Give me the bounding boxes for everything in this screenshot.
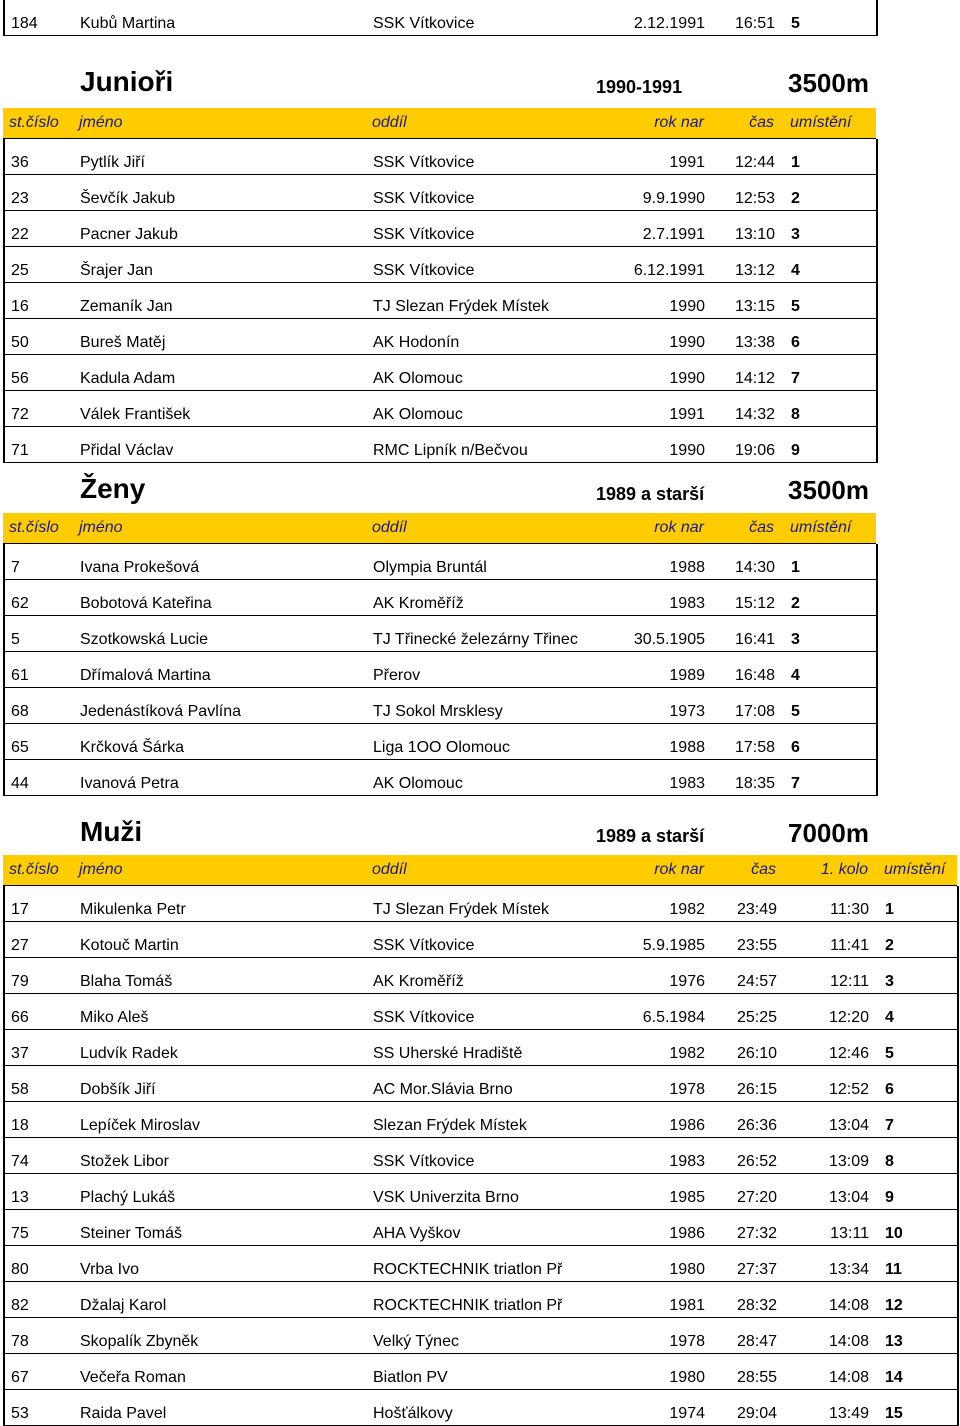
time: 25:25 — [715, 994, 787, 1030]
start-number: 65 — [4, 724, 74, 760]
place: 3 — [785, 211, 877, 247]
club: AK Hodonín — [367, 319, 587, 355]
club: Hošťálkovy — [367, 1390, 587, 1426]
club: SSK Vítkovice — [367, 0, 587, 36]
birth-year: 1990 — [587, 427, 715, 463]
birth-year: 1982 — [587, 886, 715, 922]
top-partial-row-block — [3, 0, 878, 36]
runner-name: Kadula Adam — [74, 355, 367, 391]
section-years-juniors: 1990-1991 — [596, 77, 683, 97]
place: 5 — [785, 688, 877, 724]
header-place: umístění — [878, 855, 957, 886]
runner-name: Raida Pavel — [74, 1390, 367, 1426]
header-name: jméno — [73, 855, 366, 886]
table-row — [4, 1318, 958, 1354]
birth-year: 1991 — [587, 391, 715, 427]
round1-time: 13:04 — [787, 1174, 879, 1210]
time: 27:37 — [715, 1246, 787, 1282]
start-number: 23 — [4, 175, 74, 211]
section-distance-men: 7000m — [788, 818, 869, 848]
club: ROCKTECHNIK triatlon Př — [367, 1246, 587, 1282]
birth-year: 1985 — [587, 1174, 715, 1210]
start-number: 25 — [4, 247, 74, 283]
table-row — [4, 283, 877, 319]
place: 14 — [879, 1354, 958, 1390]
place: 2 — [785, 580, 877, 616]
table-row — [4, 616, 877, 652]
club: SSK Vítkovice — [367, 139, 587, 175]
club: AK Kroměříž — [367, 580, 587, 616]
time: 26:52 — [715, 1138, 787, 1174]
juniors-table — [3, 108, 876, 139]
round1-time: 13:09 — [787, 1138, 879, 1174]
runner-name: Ševčík Jakub — [74, 175, 367, 211]
round1-time: 14:08 — [787, 1282, 879, 1318]
time: 13:15 — [715, 283, 785, 319]
club: RMC Lipník n/Bečvou — [367, 427, 587, 463]
club: AK Olomouc — [367, 391, 587, 427]
place: 6 — [879, 1066, 958, 1102]
club: AK Kroměříž — [367, 958, 587, 994]
women-table-block — [3, 513, 878, 796]
runner-name: Přidal Václav — [74, 427, 367, 463]
birth-year: 1981 — [587, 1282, 715, 1318]
men-table-block — [3, 855, 959, 1426]
header-st: st.číslo — [3, 855, 73, 886]
table-row — [4, 724, 877, 760]
start-number: 78 — [4, 1318, 74, 1354]
birth-year: 1991 — [587, 139, 715, 175]
header-place: umístění — [784, 513, 876, 544]
section-title-women: Ženy — [80, 473, 146, 504]
header-st: st.číslo — [3, 108, 73, 139]
start-number: 68 — [4, 688, 74, 724]
start-number: 44 — [4, 760, 74, 796]
club: SSK Vítkovice — [367, 211, 587, 247]
time: 12:53 — [715, 175, 785, 211]
table-row — [4, 247, 877, 283]
header-st: st.číslo — [3, 513, 73, 544]
table-row — [4, 994, 958, 1030]
start-number: 72 — [4, 391, 74, 427]
place: 5 — [879, 1030, 958, 1066]
start-number: 27 — [4, 922, 74, 958]
club: SSK Vítkovice — [367, 994, 587, 1030]
round1-time: 12:46 — [787, 1030, 879, 1066]
club: Liga 1OO Olomouc — [367, 724, 587, 760]
start-number: 56 — [4, 355, 74, 391]
table-row — [4, 1354, 958, 1390]
runner-name: Kubů Martina — [74, 0, 367, 36]
time: 13:12 — [715, 247, 785, 283]
runner-name: Skopalík Zbyněk — [74, 1318, 367, 1354]
start-number: 75 — [4, 1210, 74, 1246]
round1-time: 13:11 — [787, 1210, 879, 1246]
runner-name: Lepíček Miroslav — [74, 1102, 367, 1138]
birth-year: 6.5.1984 — [587, 994, 715, 1030]
round1-time: 12:11 — [787, 958, 879, 994]
table-row — [4, 1174, 958, 1210]
header-row — [3, 855, 957, 886]
time: 27:20 — [715, 1174, 787, 1210]
place: 8 — [785, 391, 877, 427]
club: Slezan Frýdek Místek — [367, 1102, 587, 1138]
runner-name: Pytlík Jiří — [74, 139, 367, 175]
birth-year: 1980 — [587, 1246, 715, 1282]
table-row — [4, 1138, 958, 1174]
women-table — [3, 513, 876, 544]
club: SSK Vítkovice — [367, 247, 587, 283]
club: Olympia Bruntál — [367, 544, 587, 580]
runner-name: Plachý Lukáš — [74, 1174, 367, 1210]
header-year: rok nar — [586, 513, 714, 544]
time: 16:41 — [715, 616, 785, 652]
club: TJ Slezan Frýdek Místek — [367, 283, 587, 319]
club: TJ Slezan Frýdek Místek — [367, 886, 587, 922]
runner-name: Bobotová Kateřina — [74, 580, 367, 616]
birth-year: 1990 — [587, 283, 715, 319]
start-number: 82 — [4, 1282, 74, 1318]
time: 16:48 — [715, 652, 785, 688]
place: 7 — [785, 355, 877, 391]
runner-name: Válek František — [74, 391, 367, 427]
birth-year: 2.7.1991 — [587, 211, 715, 247]
time: 19:06 — [715, 427, 785, 463]
club: AK Olomouc — [367, 355, 587, 391]
place: 5 — [785, 0, 877, 36]
round1-time: 12:52 — [787, 1066, 879, 1102]
header-year: rok nar — [586, 108, 714, 139]
runner-name: Krčková Šárka — [74, 724, 367, 760]
time: 18:35 — [715, 760, 785, 796]
club: ROCKTECHNIK triatlon Př — [367, 1282, 587, 1318]
start-number: 5 — [4, 616, 74, 652]
birth-year: 9.9.1990 — [587, 175, 715, 211]
start-number: 18 — [4, 1102, 74, 1138]
table-row — [4, 1102, 958, 1138]
runner-name: Szotkowská Lucie — [74, 616, 367, 652]
time: 24:57 — [715, 958, 787, 994]
place: 6 — [785, 724, 877, 760]
runner-name: Stožek Libor — [74, 1138, 367, 1174]
start-number: 184 — [4, 0, 74, 36]
birth-year: 1973 — [587, 688, 715, 724]
time: 28:55 — [715, 1354, 787, 1390]
start-number: 7 — [4, 544, 74, 580]
start-number: 71 — [4, 427, 74, 463]
place: 9 — [879, 1174, 958, 1210]
time: 29:04 — [715, 1390, 787, 1426]
time: 16:51 — [715, 0, 785, 36]
time: 14:30 — [715, 544, 785, 580]
birth-year: 1989 — [587, 652, 715, 688]
place: 3 — [785, 616, 877, 652]
header-place: umístění — [784, 108, 876, 139]
start-number: 17 — [4, 886, 74, 922]
table-row — [4, 1030, 958, 1066]
runner-name: Blaha Tomáš — [74, 958, 367, 994]
table-row — [4, 1282, 958, 1318]
start-number: 74 — [4, 1138, 74, 1174]
birth-year: 1982 — [587, 1030, 715, 1066]
time: 28:47 — [715, 1318, 787, 1354]
table-row — [4, 1246, 958, 1282]
runner-name: Šrajer Jan — [74, 247, 367, 283]
club: SS Uherské Hradiště — [367, 1030, 587, 1066]
round1-time: 13:49 — [787, 1390, 879, 1426]
header-row — [3, 108, 876, 139]
club: VSK Univerzita Brno — [367, 1174, 587, 1210]
table-row — [4, 1066, 958, 1102]
runner-name: Kotouč Martin — [74, 922, 367, 958]
place: 1 — [785, 544, 877, 580]
round1-time: 13:04 — [787, 1102, 879, 1138]
club: Přerov — [367, 652, 587, 688]
table-row — [4, 544, 877, 580]
place: 5 — [785, 283, 877, 319]
start-number: 50 — [4, 319, 74, 355]
time: 27:32 — [715, 1210, 787, 1246]
time: 17:58 — [715, 724, 785, 760]
start-number: 16 — [4, 283, 74, 319]
club: SSK Vítkovice — [367, 922, 587, 958]
runner-name: Pacner Jakub — [74, 211, 367, 247]
time: 15:12 — [715, 580, 785, 616]
birth-year: 1983 — [587, 760, 715, 796]
runner-name: Jedenástíková Pavlína — [74, 688, 367, 724]
section-years-women: 1989 a starší — [596, 484, 705, 504]
table-row — [4, 652, 877, 688]
round1-time: 12:20 — [787, 994, 879, 1030]
table-row — [4, 922, 958, 958]
birth-year: 1978 — [587, 1066, 715, 1102]
runner-name: Miko Aleš — [74, 994, 367, 1030]
section-years-men: 1989 a starší — [596, 826, 705, 846]
place: 9 — [785, 427, 877, 463]
time: 14:32 — [715, 391, 785, 427]
header-time: čas — [714, 108, 784, 139]
table-row — [4, 175, 877, 211]
header-row — [3, 513, 876, 544]
start-number: 80 — [4, 1246, 74, 1282]
birth-year: 2.12.1991 — [587, 0, 715, 36]
runner-name: Mikulenka Petr — [74, 886, 367, 922]
header-club: oddíl — [366, 108, 586, 139]
club: AK Olomouc — [367, 760, 587, 796]
birth-year: 1980 — [587, 1354, 715, 1390]
round1-time: 11:41 — [787, 922, 879, 958]
juniors-rows — [3, 139, 878, 463]
time: 13:38 — [715, 319, 785, 355]
start-number: 61 — [4, 652, 74, 688]
start-number: 36 — [4, 139, 74, 175]
women-rows — [3, 544, 878, 796]
place: 10 — [879, 1210, 958, 1246]
birth-year: 6.12.1991 — [587, 247, 715, 283]
table-row — [4, 580, 877, 616]
top-table — [3, 0, 878, 36]
place: 4 — [785, 652, 877, 688]
table-row — [4, 211, 877, 247]
header-name: jméno — [73, 513, 366, 544]
table-row — [4, 355, 877, 391]
start-number: 67 — [4, 1354, 74, 1390]
club: AC Mor.Slávia Brno — [367, 1066, 587, 1102]
time: 23:55 — [715, 922, 787, 958]
runner-name: Bureš Matěj — [74, 319, 367, 355]
start-number: 22 — [4, 211, 74, 247]
birth-year: 30.5.1905 — [587, 616, 715, 652]
runner-name: Zemaník Jan — [74, 283, 367, 319]
birth-year: 1988 — [587, 544, 715, 580]
table-row — [4, 1210, 958, 1246]
place: 4 — [785, 247, 877, 283]
birth-year: 1976 — [587, 958, 715, 994]
place: 7 — [879, 1102, 958, 1138]
place: 12 — [879, 1282, 958, 1318]
time: 12:44 — [715, 139, 785, 175]
round1-time: 14:08 — [787, 1318, 879, 1354]
header-time: čas — [714, 513, 784, 544]
birth-year: 1986 — [587, 1102, 715, 1138]
club: SSK Vítkovice — [367, 1138, 587, 1174]
runner-name: Steiner Tomáš — [74, 1210, 367, 1246]
club: Velký Týnec — [367, 1318, 587, 1354]
runner-name: Dobšík Jiří — [74, 1066, 367, 1102]
club: TJ Třinecké železárny Třinec — [367, 616, 587, 652]
time: 17:08 — [715, 688, 785, 724]
time: 23:49 — [715, 886, 787, 922]
start-number: 58 — [4, 1066, 74, 1102]
birth-year: 1983 — [587, 1138, 715, 1174]
club: AHA Vyškov — [367, 1210, 587, 1246]
table-row — [4, 760, 877, 796]
place: 11 — [879, 1246, 958, 1282]
table-row — [4, 391, 877, 427]
time: 26:10 — [715, 1030, 787, 1066]
round1-time: 14:08 — [787, 1354, 879, 1390]
club: SSK Vítkovice — [367, 175, 587, 211]
start-number: 79 — [4, 958, 74, 994]
place: 13 — [879, 1318, 958, 1354]
time: 26:36 — [715, 1102, 787, 1138]
birth-year: 1974 — [587, 1390, 715, 1426]
birth-year: 1990 — [587, 355, 715, 391]
place: 3 — [879, 958, 958, 994]
runner-name: Večeřa Roman — [74, 1354, 367, 1390]
juniors-table-block — [3, 108, 878, 463]
section-title-juniors: Junioři — [80, 66, 174, 97]
round1-time: 11:30 — [787, 886, 879, 922]
header-round1: 1. kolo — [786, 855, 878, 886]
club: TJ Sokol Mrsklesy — [367, 688, 587, 724]
place: 7 — [785, 760, 877, 796]
runner-name: Ivanová Petra — [74, 760, 367, 796]
place: 4 — [879, 994, 958, 1030]
runner-name: Džalaj Karol — [74, 1282, 367, 1318]
header-club: oddíl — [366, 513, 586, 544]
place: 1 — [785, 139, 877, 175]
section-distance-women: 3500m — [788, 475, 869, 505]
place: 2 — [879, 922, 958, 958]
place: 8 — [879, 1138, 958, 1174]
header-club: oddíl — [366, 855, 586, 886]
start-number: 37 — [4, 1030, 74, 1066]
club: Biatlon PV — [367, 1354, 587, 1390]
table-row — [4, 958, 958, 994]
time: 14:12 — [715, 355, 785, 391]
birth-year: 1988 — [587, 724, 715, 760]
table-row — [4, 688, 877, 724]
birth-year: 1983 — [587, 580, 715, 616]
place: 6 — [785, 319, 877, 355]
round1-time: 13:34 — [787, 1246, 879, 1282]
place: 15 — [879, 1390, 958, 1426]
table-row — [4, 886, 958, 922]
start-number: 66 — [4, 994, 74, 1030]
start-number: 62 — [4, 580, 74, 616]
section-title-men: Muži — [80, 816, 143, 847]
birth-year: 1978 — [587, 1318, 715, 1354]
men-table — [3, 855, 957, 886]
birth-year: 5.9.1985 — [587, 922, 715, 958]
start-number: 53 — [4, 1390, 74, 1426]
start-number: 13 — [4, 1174, 74, 1210]
header-time: čas — [714, 855, 786, 886]
time: 26:15 — [715, 1066, 787, 1102]
runner-name: Vrba Ivo — [74, 1246, 367, 1282]
place: 1 — [879, 886, 958, 922]
runner-name: Dřímalová Martina — [74, 652, 367, 688]
birth-year: 1990 — [587, 319, 715, 355]
table-row — [4, 0, 877, 36]
place: 2 — [785, 175, 877, 211]
time: 13:10 — [715, 211, 785, 247]
runner-name: Ivana Prokešová — [74, 544, 367, 580]
section-distance-juniors: 3500m — [788, 68, 869, 98]
time: 28:32 — [715, 1282, 787, 1318]
header-year: rok nar — [586, 855, 714, 886]
birth-year: 1986 — [587, 1210, 715, 1246]
header-name: jméno — [73, 108, 366, 139]
men-rows — [3, 886, 959, 1426]
table-row — [4, 427, 877, 463]
table-row — [4, 139, 877, 175]
runner-name: Ludvík Radek — [74, 1030, 367, 1066]
table-row — [4, 319, 877, 355]
